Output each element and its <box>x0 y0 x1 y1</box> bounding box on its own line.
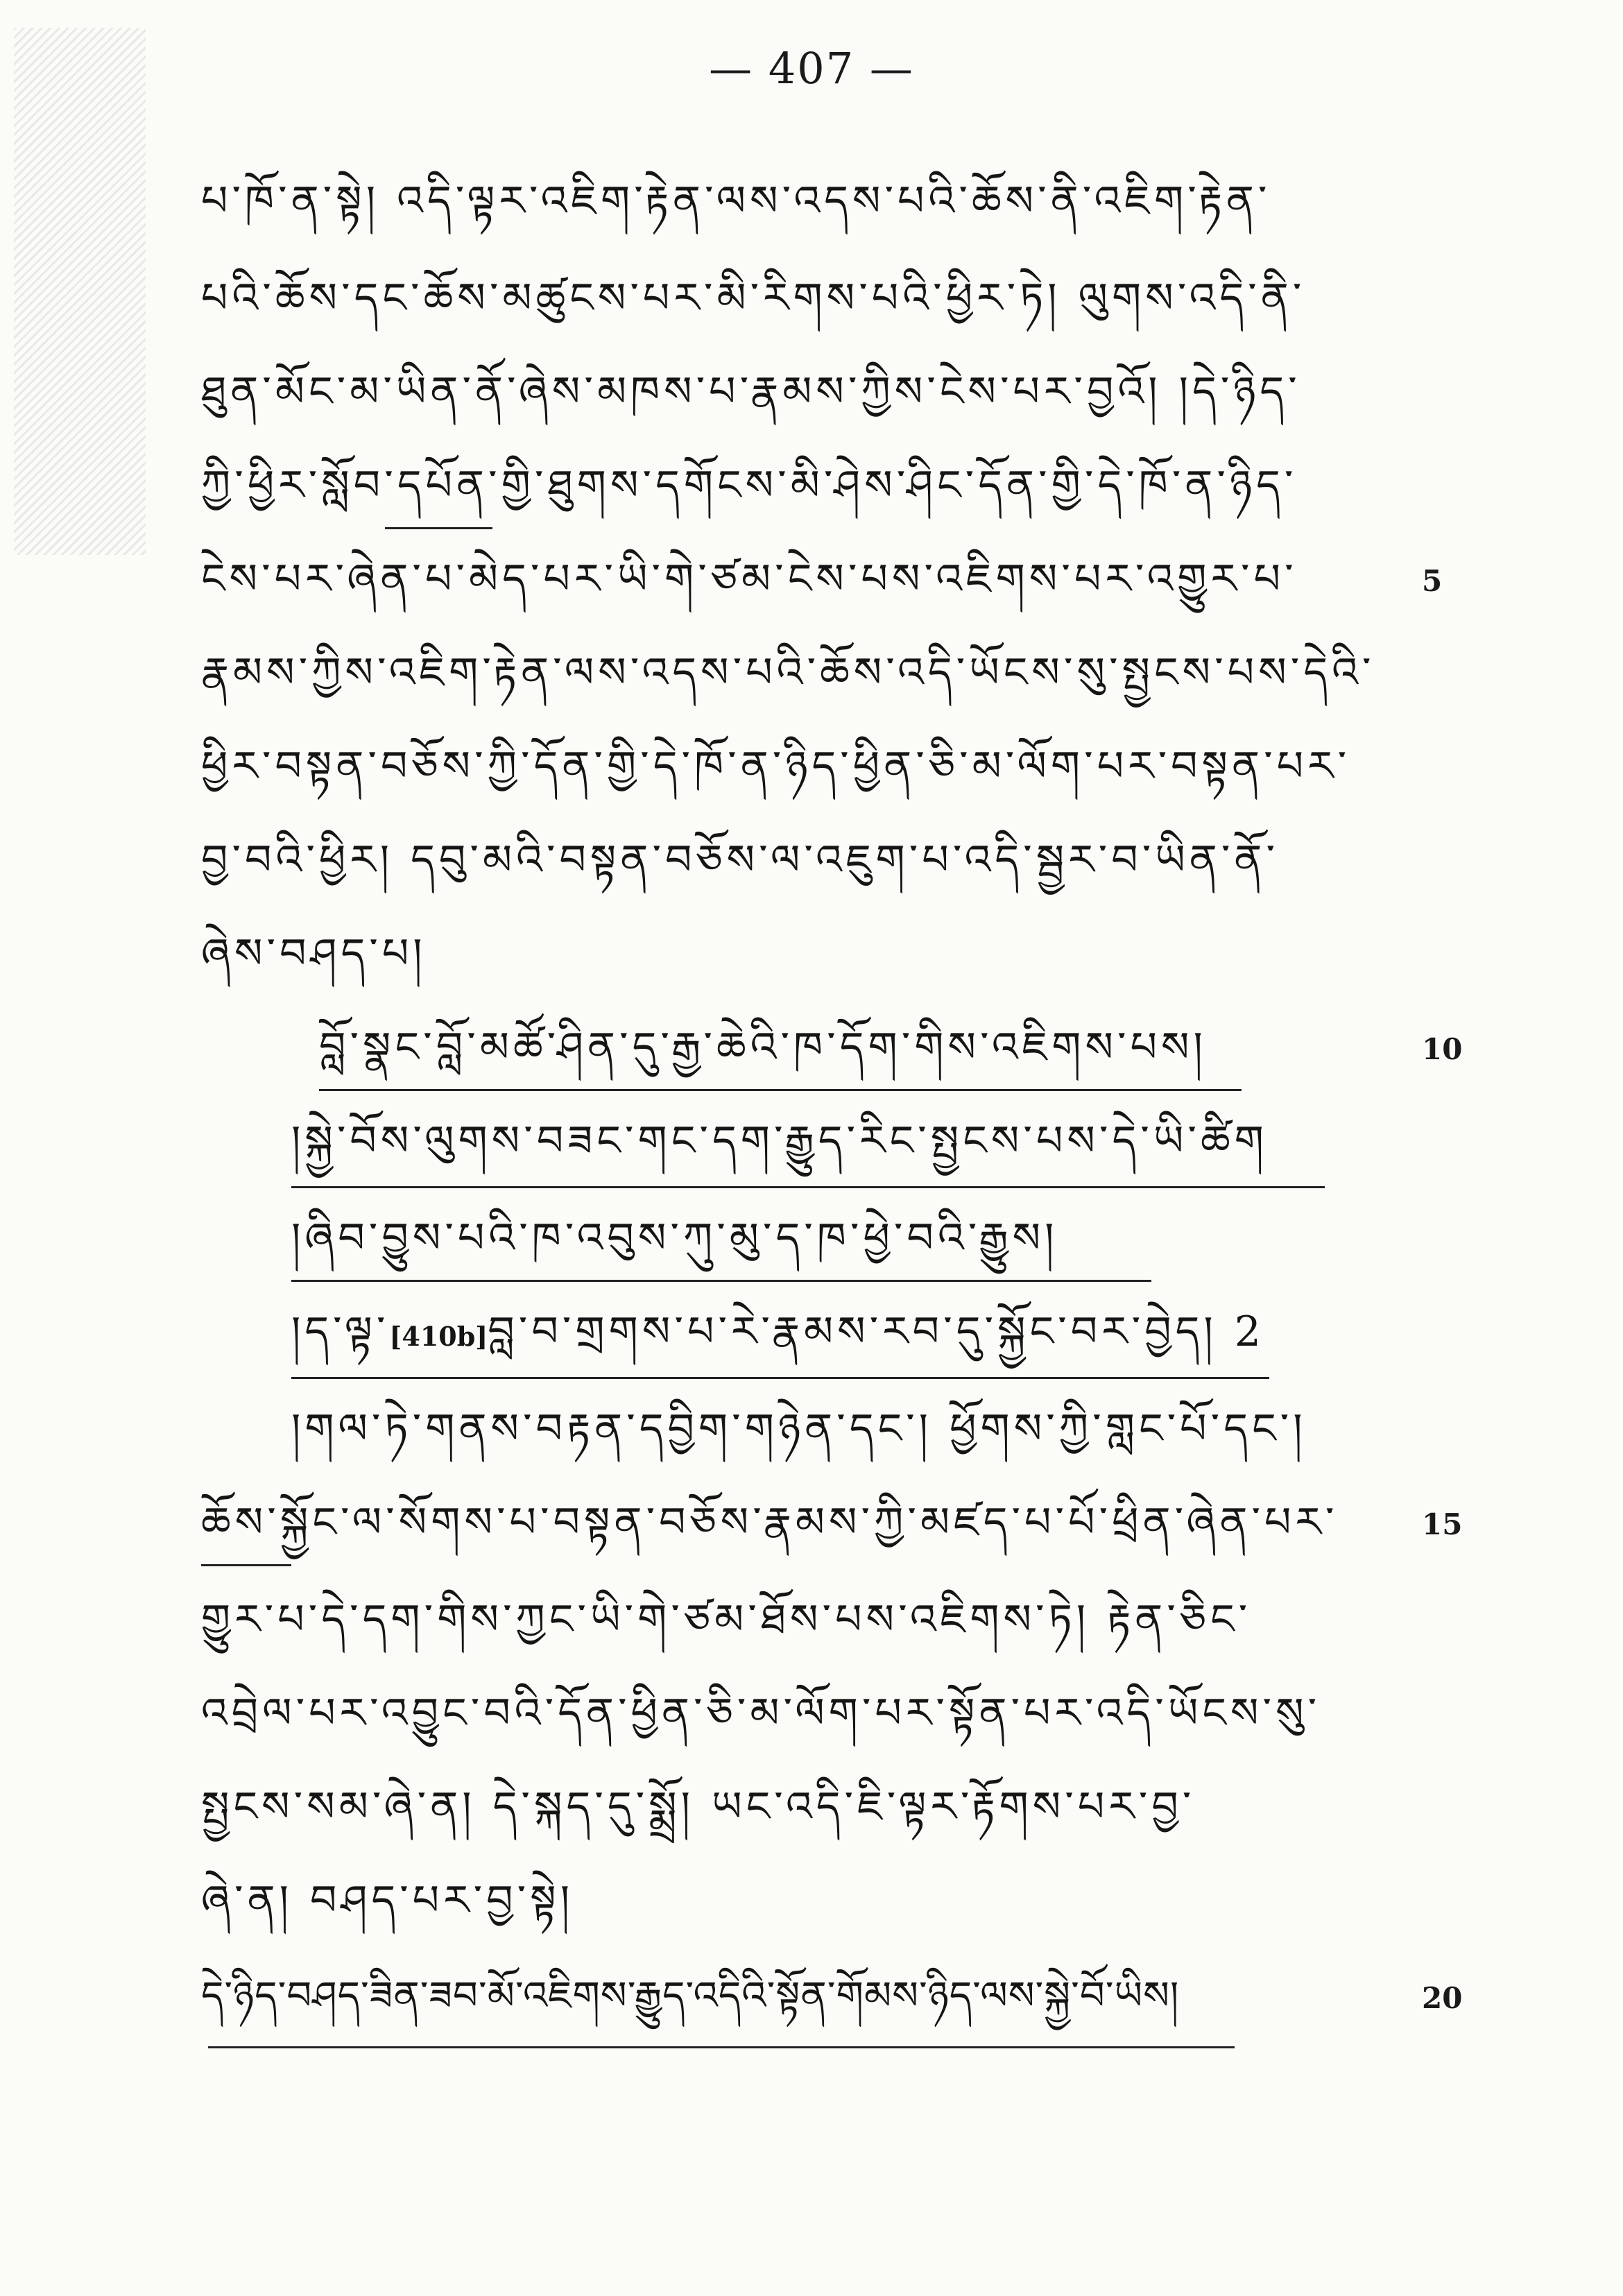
line-number-15: 15 <box>1422 1507 1463 1541</box>
verse-line-10: བློ་སྣང་བློ་མཚོ་ཤིན་དུ་རྒྱ་ཆེའི་ཁ་དོག་གིས་འཇིགས་པས། <box>319 1023 1207 1072</box>
text-line-9: ཞེས་བཤད་པ། <box>201 929 427 978</box>
underline-10 <box>319 1089 1242 1091</box>
verse-line-11: །སྐྱེ་བོས་ལུགས་བཟང་གང་དག་རྒྱུད་རིང་སྤྱངས་པས་དེ་ཡི་ཚིག <box>291 1117 1268 1165</box>
text-line-8: བྱ་བའི་ཕྱིར། དབུ་མའི་བསྟན་བཅོས་ལ་འཇུག་པ་འདི་སྦྱར་བ་ཡིན་ནོ་ <box>201 836 1280 884</box>
text-line-1: པ་ཁོ་ན་སྟེ། འདི་ལྟར་འཇིག་རྟེན་ལས་འདས་པའི་ཆོས་ནི་འཇིག་རྟེན་ <box>201 177 1271 225</box>
text-line-18: སྤྱངས་སམ་ཞེ་ན། དེ་སྐད་དུ་སྨྲོ། ཡང་འདི་ཇི་ལྟར་རྟོགས་པར་བྱ་ <box>201 1783 1196 1831</box>
text-line-20: དེ་ཉིད་བཤད་ཟིན་ཟབ་མོ་འཇིགས་རྒྱུད་འདིའི་སྟོན་གོམས་ཉིད་ལས་སྐྱེ་བོ་ཡིས། <box>201 1973 1180 2019</box>
text-line-19: ཞེ་ན། བཤད་པར་བྱ་སྟེ། <box>201 1876 574 1925</box>
verse-line-13 <box>291 1297 1346 1373</box>
line-number-20: 20 <box>1422 1981 1463 2015</box>
text-line-16: གྱུར་པ་དེ་དག་གིས་ཀྱང་ཡི་གེ་ཙམ་ཐོས་པས་འཇིགས་ཏེ། རྟེན་ཅིང་ <box>201 1595 1252 1644</box>
verse-line-13-rest: བླ་བ་གྲགས་པ་རེ་རྣམས་རབ་དུ་སྐྱོང་བར་བྱེད། <box>488 1308 1235 1356</box>
verse-line-12: །ཞིབ་བྱུས་པའི་ཁ་འབུས་ཀུ་མུ་ད་ཁ་ཕྱེ་བའི་རྒྱུས། <box>291 1214 1058 1262</box>
text-line-17: འབྲེལ་པར་འབྱུང་བའི་དོན་ཕྱིན་ཅི་མ་ལོག་པར་སྟོན་པར་འདི་ཡོངས་སུ་ <box>201 1689 1321 1738</box>
verse-line-13-tail: 2 <box>1234 1308 1265 1356</box>
text-line-2: པའི་ཆོས་དང་ཆོས་མཚུངས་པར་མི་རིགས་པའི་ཕྱིར་ཏེ། ལུགས་འདི་ནི་ <box>201 274 1306 323</box>
line-number-10: 10 <box>1422 1032 1463 1066</box>
text-line-14: །གལ་ཏེ་གནས་བརྟན་དབྱིག་གཉེན་དང་། ཕྱོགས་ཀྱི་གླང་པོ་དང་། <box>291 1405 1307 1453</box>
text-line-15: ཆོས་སྐྱོང་ལ་སོགས་པ་བསྟན་བཅོས་རྣམས་ཀྱི་མཛད་པ་པོ་ཕྲིན་ཞེན་པར་ <box>201 1498 1339 1547</box>
folio-reference: [410b] <box>389 1321 488 1352</box>
text-line-6: རྣམས་ཀྱིས་འཇིག་རྟེན་ལས་འདས་པའི་ཆོས་འདི་ཡོངས་སུ་སྤྱངས་པས་དེའི་ <box>201 649 1375 697</box>
verse-line-13-start: །ད་ལྟ་ <box>291 1308 390 1356</box>
page-number: — 407 — <box>709 43 914 94</box>
underline-4 <box>385 527 492 529</box>
underline-15 <box>201 1564 291 1566</box>
text-line-5: ངེས་པར་ཞེན་པ་མེད་པར་ཡི་གེ་ཙམ་ངེས་པས་འཇིགས་པར་འགྱུར་པ་ <box>201 555 1298 603</box>
text-line-3: ཐུན་མོང་མ་ཡིན་ནོ་ཞེས་མཁས་པ་རྣམས་ཀྱིས་ངེས་པར་བྱའོ། །དེ་ཉིད་ <box>201 368 1301 416</box>
text-line-4: ཀྱི་ཕྱིར་སློབ་དཔོན་གྱི་ཐུགས་དགོངས་མི་ཤེས་ཤིང་དོན་གྱི་དེ་ཁོ་ན་ཉིད་ <box>201 461 1298 510</box>
scan-shadow <box>14 28 146 555</box>
underline-11 <box>291 1186 1325 1188</box>
line-number-5: 5 <box>1422 564 1443 598</box>
underline-13 <box>291 1377 1269 1379</box>
underline-20 <box>208 2046 1235 2048</box>
underline-12 <box>291 1280 1151 1282</box>
text-line-7: ཕྱིར་བསྟན་བཅོས་ཀྱི་དོན་གྱི་དེ་ཁོ་ན་ཉིད་ཕྱིན་ཅི་མ་ལོག་པར་བསྟན་པར་ <box>201 742 1351 791</box>
